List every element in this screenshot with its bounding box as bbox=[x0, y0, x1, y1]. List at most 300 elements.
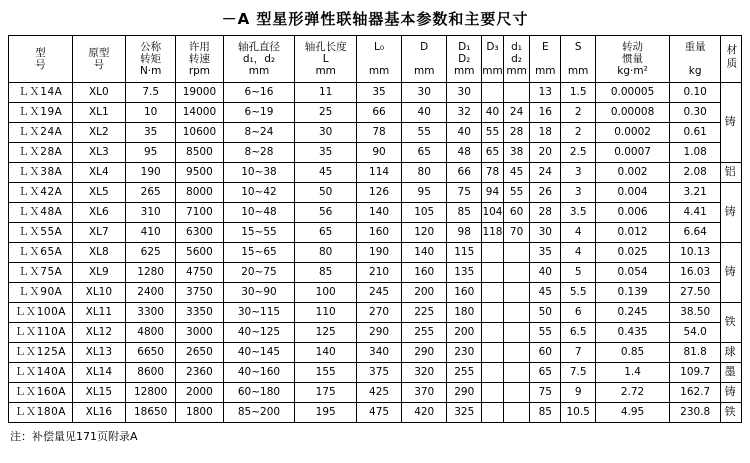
cell-material: 铸 bbox=[721, 183, 742, 243]
cell-E: 28 bbox=[530, 203, 561, 223]
col-header-L0: L₀ mm bbox=[356, 36, 401, 83]
cell-model: ＬＸ28A bbox=[9, 143, 73, 163]
table-row bbox=[9, 263, 742, 283]
cell-original-model: XL8 bbox=[72, 243, 125, 263]
cell-original-model: XL7 bbox=[72, 223, 125, 243]
cell-E: 13 bbox=[530, 83, 561, 103]
cell-L0: 78 bbox=[356, 123, 401, 143]
cell-material: 铝 bbox=[721, 163, 742, 183]
cell-nominal-torque: 10 bbox=[126, 103, 176, 123]
cell-E: 45 bbox=[530, 283, 561, 303]
cell-D1-D2: 75 bbox=[447, 183, 482, 203]
cell-model: ＬＸ48A bbox=[9, 203, 73, 223]
table-row bbox=[9, 83, 742, 103]
cell-moment-of-inertia: 0.85 bbox=[596, 343, 670, 363]
cell-shaft-hole-diameter: 30~90 bbox=[223, 283, 295, 303]
cell-S: 6.5 bbox=[561, 323, 596, 343]
cell-L0: 126 bbox=[356, 183, 401, 203]
cell-nominal-torque: 4800 bbox=[126, 323, 176, 343]
cell-E: 50 bbox=[530, 303, 561, 323]
cell-allowable-speed: 19000 bbox=[176, 83, 223, 103]
cell-model: ＬＸ24A bbox=[9, 123, 73, 143]
cell-original-model: XL4 bbox=[72, 163, 125, 183]
cell-nominal-torque: 8600 bbox=[126, 363, 176, 383]
cell-allowable-speed: 9500 bbox=[176, 163, 223, 183]
cell-D3: 104 bbox=[482, 203, 504, 223]
cell-S: 3.5 bbox=[561, 203, 596, 223]
cell-allowable-speed: 3750 bbox=[176, 283, 223, 303]
cell-L0: 425 bbox=[356, 383, 401, 403]
col-header-model: 型 号 bbox=[9, 36, 73, 83]
cell-shaft-hole-diameter: 40~160 bbox=[223, 363, 295, 383]
cell-original-model: XL13 bbox=[72, 343, 125, 363]
cell-S: 2.5 bbox=[561, 143, 596, 163]
cell-allowable-speed: 2650 bbox=[176, 343, 223, 363]
cell-material: 铁 bbox=[721, 403, 742, 423]
cell-D1-D2: 325 bbox=[447, 403, 482, 423]
table-row bbox=[9, 403, 742, 423]
cell-weight: 6.64 bbox=[670, 223, 721, 243]
col-header-original-model: 原型 号 bbox=[72, 36, 125, 83]
cell-D: 105 bbox=[402, 203, 447, 223]
cell-weight: 10.13 bbox=[670, 243, 721, 263]
cell-D3 bbox=[482, 283, 504, 303]
col-header-D1-D2: D₁ D₂ mm bbox=[447, 36, 482, 83]
table-row bbox=[9, 143, 742, 163]
cell-moment-of-inertia: 2.72 bbox=[596, 383, 670, 403]
cell-nominal-torque: 3300 bbox=[126, 303, 176, 323]
cell-model: ＬＸ160A bbox=[9, 383, 73, 403]
cell-moment-of-inertia: 0.025 bbox=[596, 243, 670, 263]
cell-shaft-hole-diameter: 10~38 bbox=[223, 163, 295, 183]
cell-D: 370 bbox=[402, 383, 447, 403]
col-header-d1-d2: d₁ d₂ mm bbox=[503, 36, 530, 83]
cell-D: 55 bbox=[402, 123, 447, 143]
cell-shaft-hole-diameter: 8~28 bbox=[223, 143, 295, 163]
table-row bbox=[9, 283, 742, 303]
cell-d1-d2 bbox=[503, 263, 530, 283]
cell-shaft-hole-length: 65 bbox=[295, 223, 357, 243]
cell-model: ＬＸ42A bbox=[9, 183, 73, 203]
cell-weight: 1.08 bbox=[670, 143, 721, 163]
cell-D1-D2: 98 bbox=[447, 223, 482, 243]
cell-L0: 66 bbox=[356, 103, 401, 123]
cell-shaft-hole-length: 100 bbox=[295, 283, 357, 303]
col-header-shaft-hole-length: 轴孔长度 L mm bbox=[295, 36, 357, 83]
cell-model: ＬＸ65A bbox=[9, 243, 73, 263]
cell-material: 铸 bbox=[721, 243, 742, 303]
cell-allowable-speed: 2360 bbox=[176, 363, 223, 383]
cell-D1-D2: 40 bbox=[447, 123, 482, 143]
coupling-spec-table bbox=[8, 35, 742, 423]
cell-L0: 375 bbox=[356, 363, 401, 383]
cell-d1-d2 bbox=[503, 283, 530, 303]
cell-L0: 290 bbox=[356, 323, 401, 343]
cell-weight: 27.50 bbox=[670, 283, 721, 303]
cell-L0: 340 bbox=[356, 343, 401, 363]
cell-weight: 0.61 bbox=[670, 123, 721, 143]
cell-E: 60 bbox=[530, 343, 561, 363]
cell-D3 bbox=[482, 243, 504, 263]
cell-weight: 0.30 bbox=[670, 103, 721, 123]
cell-D1-D2: 200 bbox=[447, 323, 482, 343]
cell-d1-d2 bbox=[503, 83, 530, 103]
cell-allowable-speed: 2000 bbox=[176, 383, 223, 403]
cell-allowable-speed: 6300 bbox=[176, 223, 223, 243]
cell-L0: 114 bbox=[356, 163, 401, 183]
cell-L0: 190 bbox=[356, 243, 401, 263]
cell-nominal-torque: 18650 bbox=[126, 403, 176, 423]
col-header-moment-of-inertia: 转动 惯量 kg·m² bbox=[596, 36, 670, 83]
cell-shaft-hole-length: 125 bbox=[295, 323, 357, 343]
cell-material: 墨 bbox=[721, 363, 742, 383]
cell-S: 2 bbox=[561, 123, 596, 143]
cell-D1-D2: 115 bbox=[447, 243, 482, 263]
cell-shaft-hole-diameter: 8~24 bbox=[223, 123, 295, 143]
cell-model: ＬＸ19A bbox=[9, 103, 73, 123]
cell-D: 225 bbox=[402, 303, 447, 323]
table-header-row bbox=[9, 36, 742, 83]
cell-model: ＬＸ180A bbox=[9, 403, 73, 423]
cell-S: 4 bbox=[561, 243, 596, 263]
cell-weight: 3.21 bbox=[670, 183, 721, 203]
cell-E: 35 bbox=[530, 243, 561, 263]
cell-allowable-speed: 3000 bbox=[176, 323, 223, 343]
cell-shaft-hole-length: 140 bbox=[295, 343, 357, 363]
cell-nominal-torque: 12800 bbox=[126, 383, 176, 403]
cell-shaft-hole-length: 175 bbox=[295, 383, 357, 403]
cell-E: 55 bbox=[530, 323, 561, 343]
cell-shaft-hole-diameter: 6~16 bbox=[223, 83, 295, 103]
cell-moment-of-inertia: 0.0002 bbox=[596, 123, 670, 143]
cell-moment-of-inertia: 0.00008 bbox=[596, 103, 670, 123]
table-body bbox=[9, 83, 742, 423]
cell-weight: 38.50 bbox=[670, 303, 721, 323]
cell-S: 5.5 bbox=[561, 283, 596, 303]
cell-E: 85 bbox=[530, 403, 561, 423]
cell-d1-d2: 28 bbox=[503, 123, 530, 143]
cell-D3 bbox=[482, 263, 504, 283]
cell-d1-d2 bbox=[503, 363, 530, 383]
cell-weight: 230.8 bbox=[670, 403, 721, 423]
cell-D: 40 bbox=[402, 103, 447, 123]
cell-allowable-speed: 5600 bbox=[176, 243, 223, 263]
cell-d1-d2 bbox=[503, 383, 530, 403]
cell-nominal-torque: 2400 bbox=[126, 283, 176, 303]
cell-allowable-speed: 1800 bbox=[176, 403, 223, 423]
cell-D3 bbox=[482, 403, 504, 423]
cell-D1-D2: 48 bbox=[447, 143, 482, 163]
cell-shaft-hole-length: 50 bbox=[295, 183, 357, 203]
cell-moment-of-inertia: 4.95 bbox=[596, 403, 670, 423]
cell-shaft-hole-length: 110 bbox=[295, 303, 357, 323]
cell-allowable-speed: 14000 bbox=[176, 103, 223, 123]
cell-shaft-hole-length: 155 bbox=[295, 363, 357, 383]
cell-shaft-hole-diameter: 40~145 bbox=[223, 343, 295, 363]
cell-S: 4 bbox=[561, 223, 596, 243]
cell-E: 16 bbox=[530, 103, 561, 123]
table-row bbox=[9, 383, 742, 403]
cell-D3: 78 bbox=[482, 163, 504, 183]
cell-model: ＬＸ38A bbox=[9, 163, 73, 183]
table-row bbox=[9, 183, 742, 203]
cell-d1-d2: 38 bbox=[503, 143, 530, 163]
cell-D: 140 bbox=[402, 243, 447, 263]
cell-original-model: XL11 bbox=[72, 303, 125, 323]
cell-weight: 16.03 bbox=[670, 263, 721, 283]
cell-D: 120 bbox=[402, 223, 447, 243]
cell-original-model: XL9 bbox=[72, 263, 125, 283]
cell-original-model: XL10 bbox=[72, 283, 125, 303]
cell-D1-D2: 255 bbox=[447, 363, 482, 383]
cell-original-model: XL6 bbox=[72, 203, 125, 223]
cell-original-model: XL16 bbox=[72, 403, 125, 423]
cell-moment-of-inertia: 0.00005 bbox=[596, 83, 670, 103]
cell-D: 160 bbox=[402, 263, 447, 283]
cell-original-model: XL2 bbox=[72, 123, 125, 143]
cell-weight: 54.0 bbox=[670, 323, 721, 343]
cell-allowable-speed: 10600 bbox=[176, 123, 223, 143]
cell-moment-of-inertia: 0.054 bbox=[596, 263, 670, 283]
cell-d1-d2 bbox=[503, 243, 530, 263]
cell-model: ＬＸ125A bbox=[9, 343, 73, 363]
cell-D1-D2: 160 bbox=[447, 283, 482, 303]
table-row bbox=[9, 243, 742, 263]
cell-d1-d2 bbox=[503, 403, 530, 423]
cell-nominal-torque: 35 bbox=[126, 123, 176, 143]
table-row bbox=[9, 223, 742, 243]
cell-D: 95 bbox=[402, 183, 447, 203]
cell-material: 铁 bbox=[721, 303, 742, 343]
cell-shaft-hole-diameter: 10~42 bbox=[223, 183, 295, 203]
cell-E: 18 bbox=[530, 123, 561, 143]
cell-shaft-hole-diameter: 10~48 bbox=[223, 203, 295, 223]
cell-L0: 270 bbox=[356, 303, 401, 323]
cell-D3 bbox=[482, 383, 504, 403]
col-header-D3: D₃ mm bbox=[482, 36, 504, 83]
cell-allowable-speed: 4750 bbox=[176, 263, 223, 283]
cell-shaft-hole-diameter: 15~65 bbox=[223, 243, 295, 263]
cell-model: ＬＸ90A bbox=[9, 283, 73, 303]
cell-L0: 475 bbox=[356, 403, 401, 423]
cell-E: 75 bbox=[530, 383, 561, 403]
col-header-allowable-speed: 许用 转速 rpm bbox=[176, 36, 223, 83]
cell-shaft-hole-diameter: 30~115 bbox=[223, 303, 295, 323]
cell-D: 420 bbox=[402, 403, 447, 423]
cell-moment-of-inertia: 0.435 bbox=[596, 323, 670, 343]
cell-L0: 35 bbox=[356, 83, 401, 103]
cell-S: 6 bbox=[561, 303, 596, 323]
cell-moment-of-inertia: 0.012 bbox=[596, 223, 670, 243]
table-row bbox=[9, 323, 742, 343]
cell-moment-of-inertia: 1.4 bbox=[596, 363, 670, 383]
cell-D1-D2: 66 bbox=[447, 163, 482, 183]
cell-D3 bbox=[482, 363, 504, 383]
cell-model: ＬＸ55A bbox=[9, 223, 73, 243]
cell-S: 3 bbox=[561, 163, 596, 183]
col-header-D: D mm bbox=[402, 36, 447, 83]
col-header-weight: 重量 kg bbox=[670, 36, 721, 83]
cell-shaft-hole-diameter: 20~75 bbox=[223, 263, 295, 283]
cell-moment-of-inertia: 0.245 bbox=[596, 303, 670, 323]
cell-d1-d2 bbox=[503, 343, 530, 363]
cell-model: ＬＸ14A bbox=[9, 83, 73, 103]
cell-d1-d2: 24 bbox=[503, 103, 530, 123]
cell-original-model: XL14 bbox=[72, 363, 125, 383]
cell-shaft-hole-length: 35 bbox=[295, 143, 357, 163]
cell-weight: 109.7 bbox=[670, 363, 721, 383]
cell-weight: 0.10 bbox=[670, 83, 721, 103]
page-title: －A 型星形弹性联轴器基本参数和主要尺寸 bbox=[221, 10, 529, 28]
cell-E: 40 bbox=[530, 263, 561, 283]
col-header-shaft-hole-diameter: 轴孔直径 d₁，d₂ mm bbox=[223, 36, 295, 83]
cell-moment-of-inertia: 0.006 bbox=[596, 203, 670, 223]
cell-d1-d2 bbox=[503, 323, 530, 343]
cell-shaft-hole-diameter: 85~200 bbox=[223, 403, 295, 423]
cell-D: 255 bbox=[402, 323, 447, 343]
col-header-material: 材质 bbox=[721, 36, 742, 83]
cell-model: ＬＸ140A bbox=[9, 363, 73, 383]
cell-D: 200 bbox=[402, 283, 447, 303]
table-row bbox=[9, 123, 742, 143]
cell-L0: 210 bbox=[356, 263, 401, 283]
cell-D3 bbox=[482, 303, 504, 323]
cell-shaft-hole-length: 195 bbox=[295, 403, 357, 423]
cell-E: 26 bbox=[530, 183, 561, 203]
cell-original-model: XL12 bbox=[72, 323, 125, 343]
cell-d1-d2: 45 bbox=[503, 163, 530, 183]
col-header-nominal-torque: 公称 转矩 N·m bbox=[126, 36, 176, 83]
cell-moment-of-inertia: 0.002 bbox=[596, 163, 670, 183]
cell-shaft-hole-length: 45 bbox=[295, 163, 357, 183]
cell-D1-D2: 85 bbox=[447, 203, 482, 223]
cell-original-model: XL3 bbox=[72, 143, 125, 163]
cell-model: ＬＸ100A bbox=[9, 303, 73, 323]
cell-material: 球 bbox=[721, 343, 742, 363]
cell-allowable-speed: 3350 bbox=[176, 303, 223, 323]
cell-model: ＬＸ75A bbox=[9, 263, 73, 283]
cell-D3: 55 bbox=[482, 123, 504, 143]
cell-nominal-torque: 265 bbox=[126, 183, 176, 203]
cell-moment-of-inertia: 0.004 bbox=[596, 183, 670, 203]
cell-shaft-hole-length: 25 bbox=[295, 103, 357, 123]
cell-E: 24 bbox=[530, 163, 561, 183]
cell-d1-d2: 60 bbox=[503, 203, 530, 223]
cell-D1-D2: 230 bbox=[447, 343, 482, 363]
cell-S: 10.5 bbox=[561, 403, 596, 423]
cell-D1-D2: 32 bbox=[447, 103, 482, 123]
table-row bbox=[9, 203, 742, 223]
cell-shaft-hole-length: 30 bbox=[295, 123, 357, 143]
cell-S: 7 bbox=[561, 343, 596, 363]
cell-d1-d2 bbox=[503, 303, 530, 323]
cell-D: 30 bbox=[402, 83, 447, 103]
cell-S: 2 bbox=[561, 103, 596, 123]
cell-nominal-torque: 1280 bbox=[126, 263, 176, 283]
cell-D3: 40 bbox=[482, 103, 504, 123]
cell-L0: 245 bbox=[356, 283, 401, 303]
cell-material: 铸 bbox=[721, 383, 742, 403]
cell-original-model: XL0 bbox=[72, 83, 125, 103]
cell-nominal-torque: 95 bbox=[126, 143, 176, 163]
cell-D3 bbox=[482, 83, 504, 103]
cell-D: 290 bbox=[402, 343, 447, 363]
cell-S: 9 bbox=[561, 383, 596, 403]
cell-D: 80 bbox=[402, 163, 447, 183]
cell-weight: 2.08 bbox=[670, 163, 721, 183]
cell-D3: 94 bbox=[482, 183, 504, 203]
cell-shaft-hole-length: 85 bbox=[295, 263, 357, 283]
table-row bbox=[9, 103, 742, 123]
cell-material: 铸 bbox=[721, 83, 742, 163]
table-row bbox=[9, 363, 742, 383]
cell-D1-D2: 290 bbox=[447, 383, 482, 403]
cell-nominal-torque: 6650 bbox=[126, 343, 176, 363]
cell-nominal-torque: 410 bbox=[126, 223, 176, 243]
cell-D3: 65 bbox=[482, 143, 504, 163]
cell-L0: 160 bbox=[356, 223, 401, 243]
cell-original-model: XL1 bbox=[72, 103, 125, 123]
cell-shaft-hole-diameter: 15~55 bbox=[223, 223, 295, 243]
col-header-S: S mm bbox=[561, 36, 596, 83]
cell-shaft-hole-diameter: 40~125 bbox=[223, 323, 295, 343]
cell-original-model: XL5 bbox=[72, 183, 125, 203]
cell-D1-D2: 135 bbox=[447, 263, 482, 283]
cell-D: 320 bbox=[402, 363, 447, 383]
table-row bbox=[9, 163, 742, 183]
cell-S: 1.5 bbox=[561, 83, 596, 103]
cell-D1-D2: 180 bbox=[447, 303, 482, 323]
cell-weight: 162.7 bbox=[670, 383, 721, 403]
cell-E: 30 bbox=[530, 223, 561, 243]
cell-weight: 4.41 bbox=[670, 203, 721, 223]
footnote: 注：补偿量见171页附录A bbox=[10, 430, 138, 443]
cell-weight: 81.8 bbox=[670, 343, 721, 363]
cell-nominal-torque: 625 bbox=[126, 243, 176, 263]
table-row bbox=[9, 303, 742, 323]
cell-original-model: XL15 bbox=[72, 383, 125, 403]
cell-allowable-speed: 8000 bbox=[176, 183, 223, 203]
cell-E: 20 bbox=[530, 143, 561, 163]
cell-shaft-hole-length: 11 bbox=[295, 83, 357, 103]
col-header-E: E mm bbox=[530, 36, 561, 83]
cell-D3 bbox=[482, 323, 504, 343]
cell-allowable-speed: 7100 bbox=[176, 203, 223, 223]
cell-moment-of-inertia: 0.139 bbox=[596, 283, 670, 303]
cell-shaft-hole-diameter: 6~19 bbox=[223, 103, 295, 123]
cell-S: 7.5 bbox=[561, 363, 596, 383]
cell-D3 bbox=[482, 343, 504, 363]
cell-S: 5 bbox=[561, 263, 596, 283]
cell-S: 3 bbox=[561, 183, 596, 203]
table-row bbox=[9, 343, 742, 363]
cell-nominal-torque: 190 bbox=[126, 163, 176, 183]
cell-allowable-speed: 8500 bbox=[176, 143, 223, 163]
cell-nominal-torque: 7.5 bbox=[126, 83, 176, 103]
cell-d1-d2: 55 bbox=[503, 183, 530, 203]
cell-model: ＬＸ110A bbox=[9, 323, 73, 343]
cell-D1-D2: 30 bbox=[447, 83, 482, 103]
cell-d1-d2: 70 bbox=[503, 223, 530, 243]
cell-E: 65 bbox=[530, 363, 561, 383]
cell-shaft-hole-length: 56 bbox=[295, 203, 357, 223]
cell-moment-of-inertia: 0.0007 bbox=[596, 143, 670, 163]
cell-shaft-hole-length: 80 bbox=[295, 243, 357, 263]
cell-D: 65 bbox=[402, 143, 447, 163]
cell-L0: 90 bbox=[356, 143, 401, 163]
cell-L0: 140 bbox=[356, 203, 401, 223]
cell-D3: 118 bbox=[482, 223, 504, 243]
